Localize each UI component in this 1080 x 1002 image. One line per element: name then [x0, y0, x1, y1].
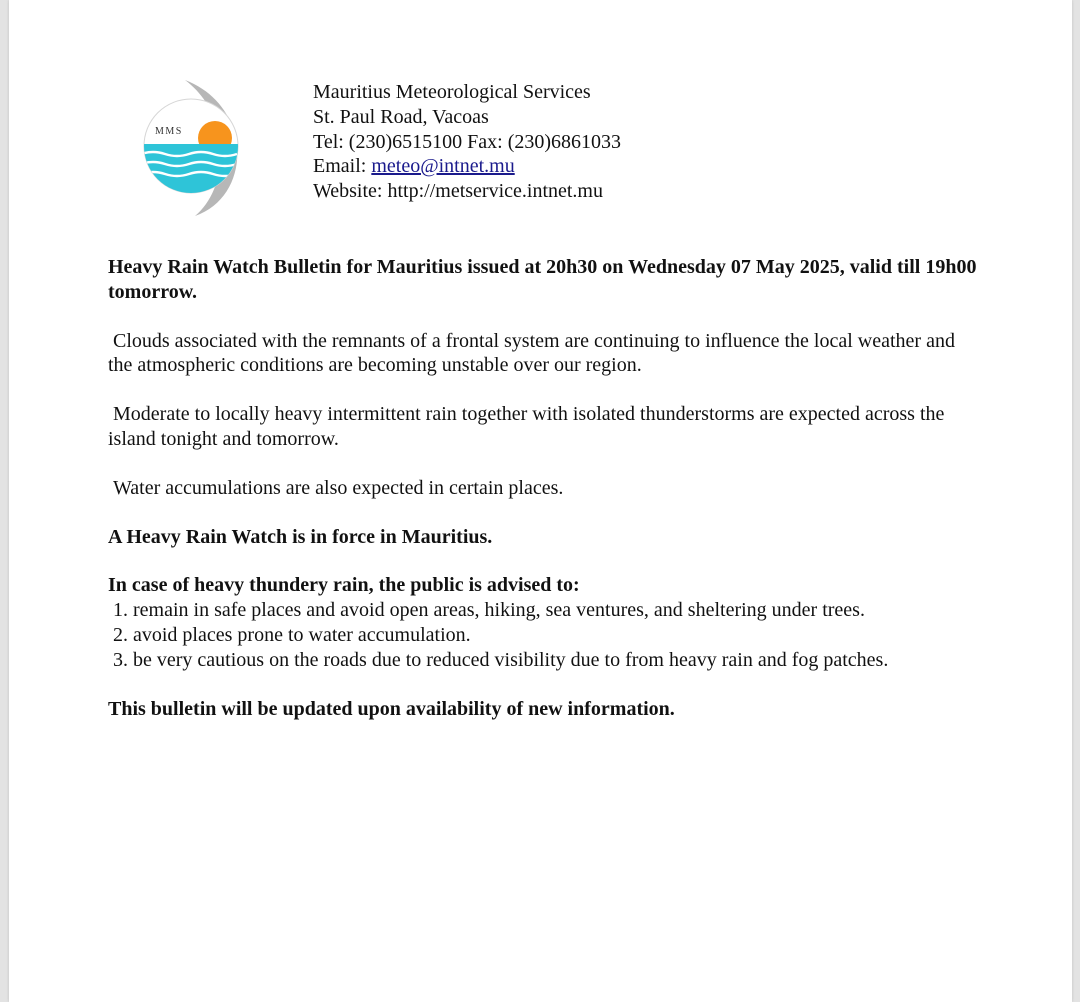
logo-text: MMS: [155, 126, 183, 137]
logo-sea: [133, 144, 245, 204]
bulletin-paragraph-1: [108, 329, 978, 379]
paragraph-3-text: Water accumulations are also expected in certain places.: [113, 476, 564, 499]
email-label: Email:: [313, 155, 372, 178]
organization-header: [313, 80, 621, 204]
bulletin-body: [108, 255, 978, 721]
update-note: This bulletin will be updated upon availability of new information.: [108, 697, 675, 720]
mms-logo: [133, 76, 245, 218]
advice-item: 1. remain in safe places and avoid open areas, hiking, sea ventures, and sheltering under trees.: [113, 599, 865, 622]
document-page: [9, 0, 1072, 1002]
advice-item: 2. avoid places prone to water accumulation.: [113, 623, 471, 646]
org-telephone: Tel: (230)6515100 Fax: (230)6861033: [313, 130, 622, 153]
paragraph-1-text: Clouds associated with the remnants of a frontal system are continuing to influence the local weather and the atmospheric conditions are becoming unstable over our region.: [108, 329, 955, 377]
bulletin-paragraph-3: [108, 476, 978, 501]
mms-logo-graphic: [133, 76, 245, 218]
org-address: St. Paul Road, Vacoas: [313, 105, 489, 128]
paragraph-2-text: Moderate to locally heavy intermittent rain together with isolated thunderstorms are expected across the island tonight and tomorrow.: [108, 403, 945, 450]
email-link[interactable]: meteo@intnet.mu: [371, 155, 515, 178]
org-name: Mauritius Meteorological Services: [313, 81, 591, 103]
advice-list: [108, 598, 978, 672]
bulletin-title: Heavy Rain Watch Bulletin for Mauritius issued at 20h30 on Wednesday 07 May 2025, valid till 19h00 tomorrow.: [108, 256, 977, 303]
advice-item: 3. be very cautious on the roads due to reduced visibility due to from heavy rain and fog patches.: [113, 648, 889, 671]
advice-heading: In case of heavy thundery rain, the public is advised to:: [108, 574, 580, 597]
org-website: Website: http://metservice.intnet.mu: [313, 180, 603, 203]
watch-statement: A Heavy Rain Watch is in force in Mauritius.: [108, 525, 493, 548]
bulletin-paragraph-2: [108, 402, 978, 452]
org-email-line: [313, 154, 621, 179]
